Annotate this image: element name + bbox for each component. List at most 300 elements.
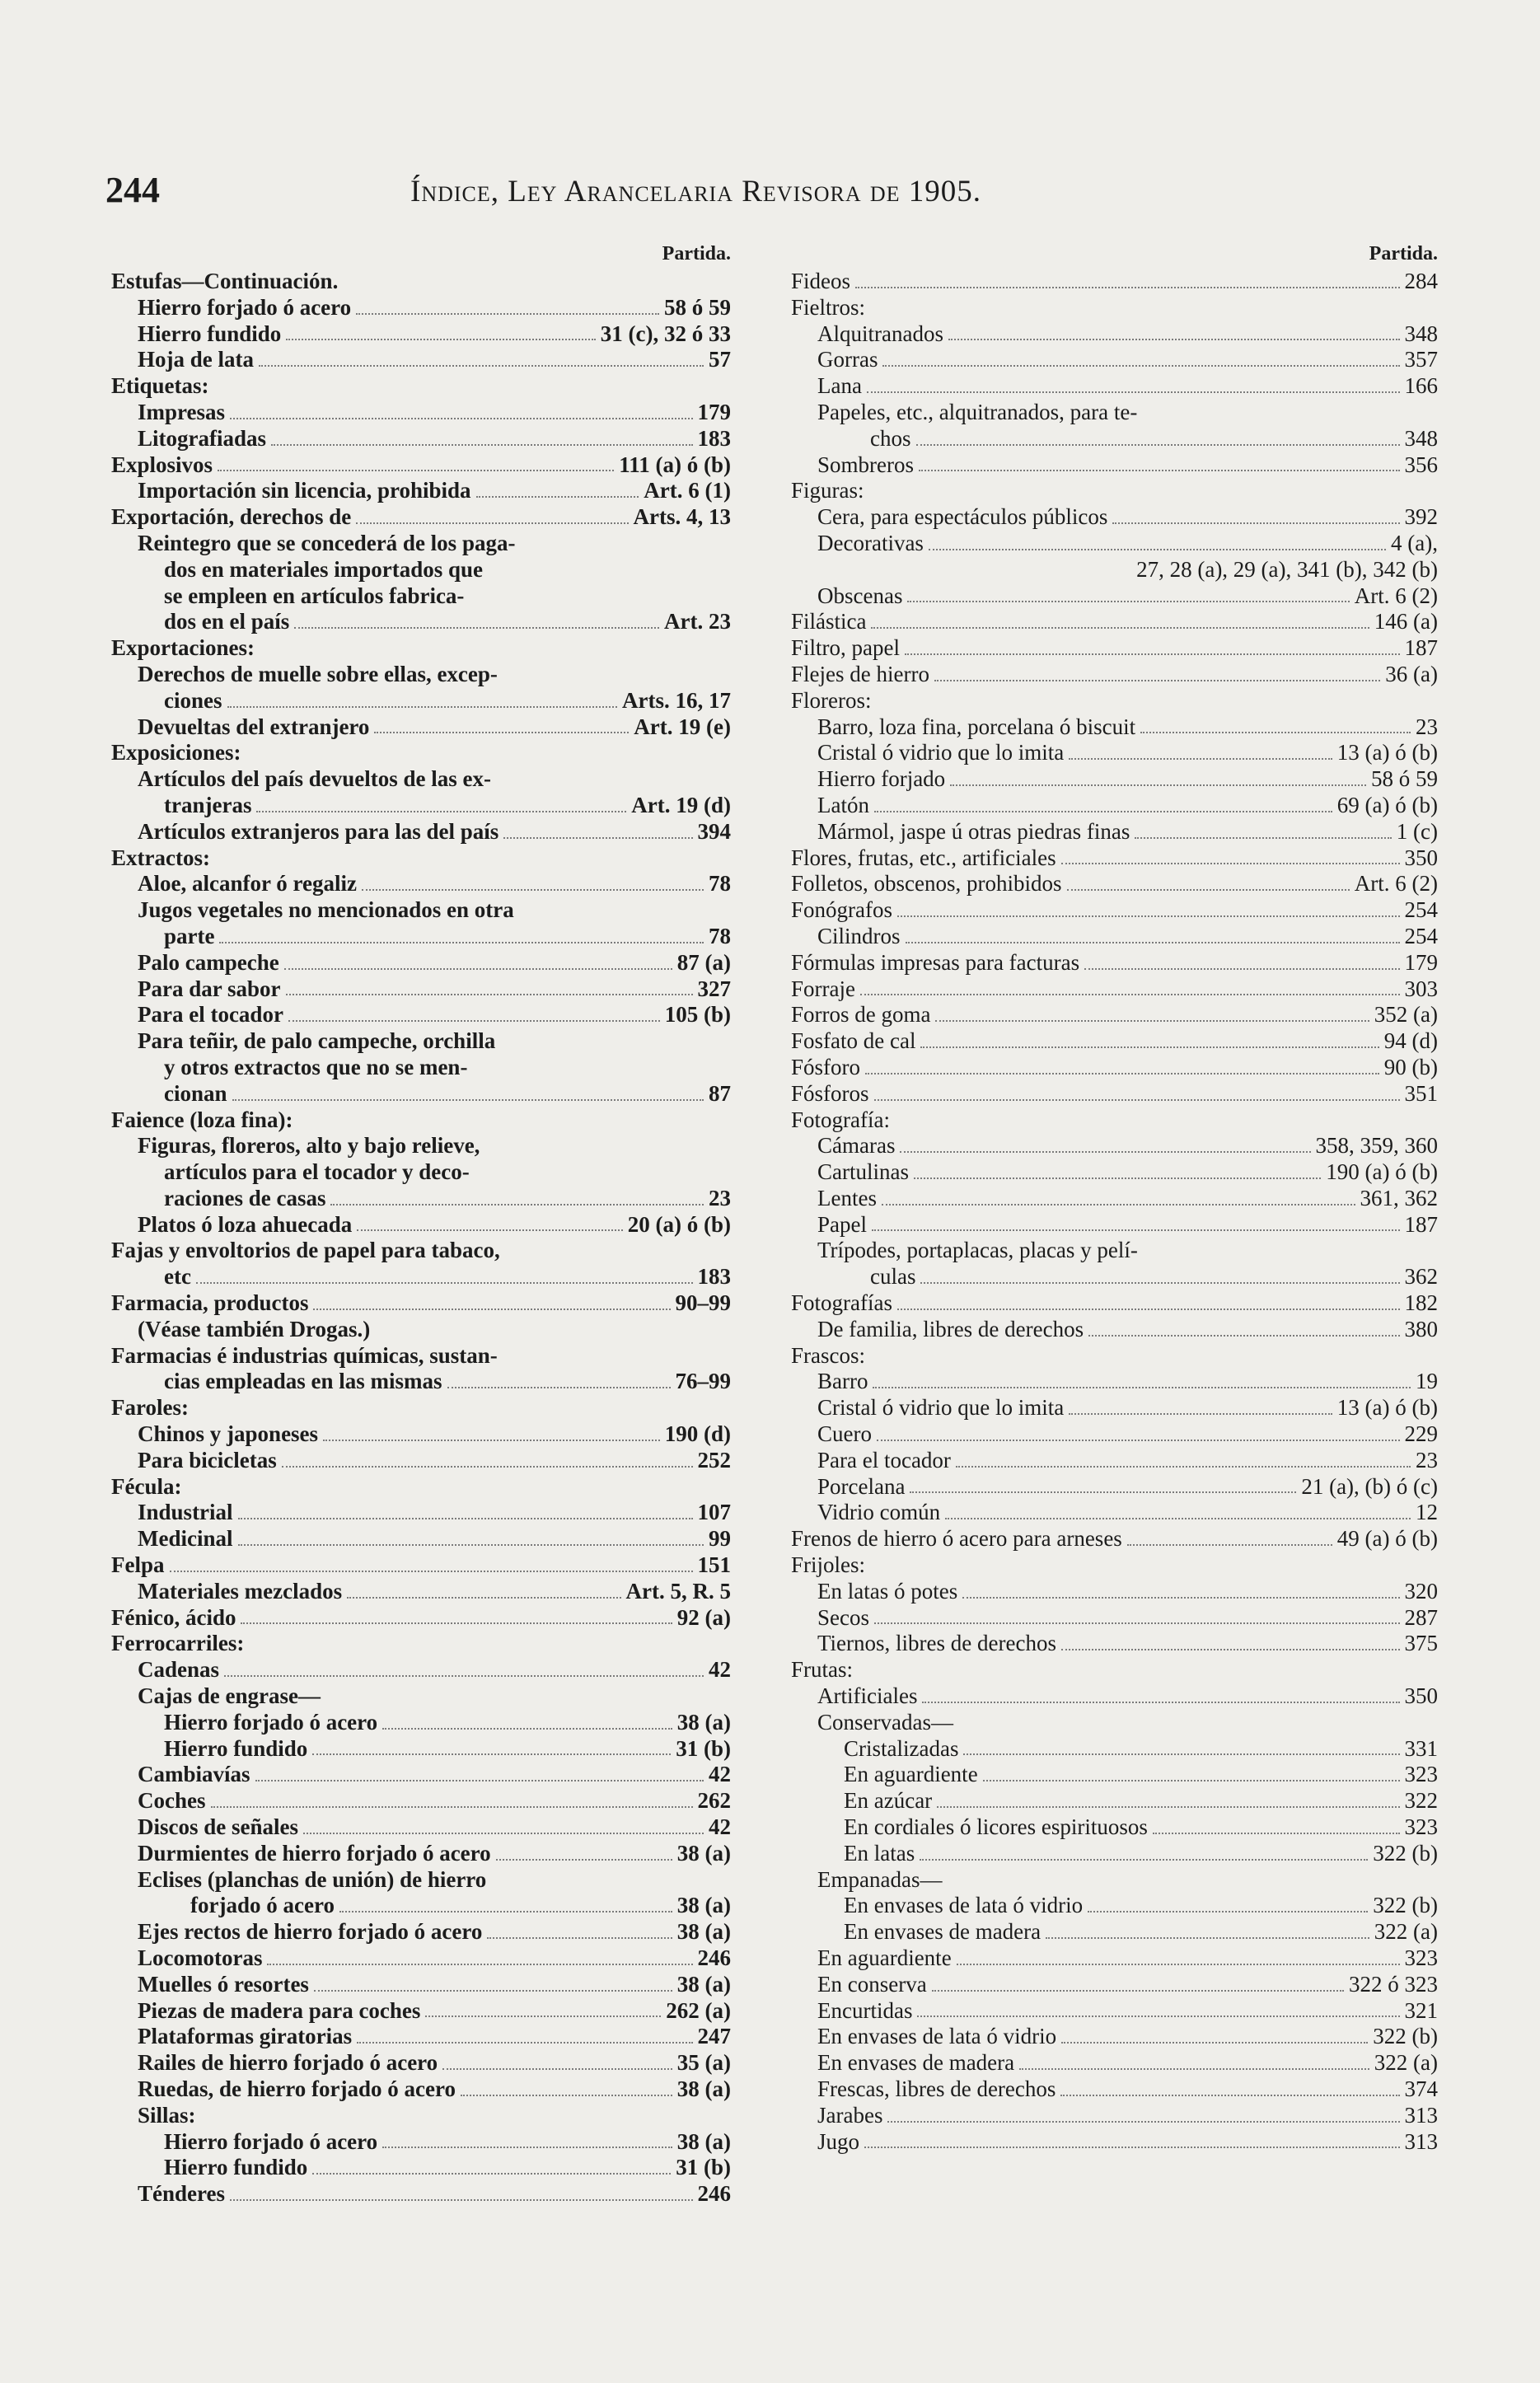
entry-label: Ejes rectos de hierro forjado ó acero (138, 1919, 483, 1945)
entry-label: Papel (817, 1211, 867, 1237)
entry-partida: Art. 19 (d) (631, 792, 731, 817)
entry-label: Platos ó loza ahuecada (138, 1211, 353, 1237)
index-entry (111, 793, 731, 819)
index-entry (791, 2103, 1438, 2129)
index-entry (791, 924, 1438, 950)
entry-label: Vidrio común (817, 1500, 941, 1525)
dot-leader (382, 2147, 672, 2148)
dot-leader (303, 1833, 704, 1834)
entry-label: Barro (817, 1369, 868, 1394)
entry-label: Fénico, ácido (111, 1604, 236, 1630)
entry-partida: Art. 6 (1) (644, 478, 731, 503)
index-entry (791, 1945, 1438, 1972)
dot-leader (230, 418, 692, 419)
index-entry (111, 347, 731, 373)
dot-leader (284, 968, 672, 970)
entry-label: Cartulinas (817, 1159, 909, 1185)
entry-label: Impresas (138, 399, 226, 424)
index-entry (111, 1421, 731, 1448)
entry-partida: 322 ó 323 (1349, 1971, 1438, 1997)
index-entry (111, 871, 731, 897)
dot-leader (865, 1073, 1379, 1074)
entry-label: Cilindros (817, 923, 901, 948)
entry-partida: 262 (a) (666, 1997, 731, 2023)
entry-partida: 38 (a) (676, 1919, 731, 1945)
entry-label: Lentes (817, 1185, 877, 1210)
entry-label: Barro, loza fina, porcelana ó biscuit (817, 714, 1136, 739)
index-entry (111, 2024, 731, 2050)
entry-label: En cordiales ó licores espirituosos (844, 1814, 1148, 1840)
entry-partida: Arts. 16, 17 (622, 687, 731, 713)
dot-leader (219, 942, 704, 943)
dot-leader (382, 1728, 672, 1730)
entry-label: raciones de casas (164, 1185, 326, 1210)
entry-partida: 322 (a) (1374, 1919, 1438, 1945)
index-heading: Exposiciones: (111, 740, 241, 765)
dot-leader (920, 1046, 1379, 1048)
dot-leader (907, 601, 1349, 602)
index-heading: Etiquetas: (111, 373, 209, 399)
index-entry (111, 1264, 731, 1290)
index-entry (791, 1526, 1438, 1552)
dot-leader (1061, 2042, 1368, 2044)
dot-leader (874, 811, 1332, 812)
dot-leader (882, 1204, 1355, 1206)
index-heading: Derechos de muelle sobre ellas, excep- (138, 661, 498, 686)
entry-partida: 31 (b) (676, 1735, 731, 1761)
index-entry (111, 976, 731, 1003)
entry-label: En aguardiente (844, 1762, 978, 1787)
entry-partida: Art. 19 (e) (634, 714, 731, 739)
index-entry (791, 1002, 1438, 1028)
entry-label: Hierro forjado ó acero (138, 294, 352, 320)
dot-leader (227, 706, 618, 708)
index-entry (791, 714, 1438, 741)
dot-leader (312, 2173, 671, 2175)
entry-partida: 351 (1404, 1080, 1438, 1106)
entry-partida: 38 (a) (676, 1893, 731, 1918)
index-entry (111, 1552, 731, 1579)
dot-leader (956, 1466, 1411, 1468)
index-entry (791, 976, 1438, 1003)
index-entry (791, 1395, 1438, 1421)
entry-partida: 183 (697, 425, 731, 451)
entry-label: Decorativas (817, 530, 924, 555)
entry-partida: 190 (d) (664, 1421, 731, 1447)
index-entry (791, 269, 1438, 295)
index-entry (791, 1421, 1438, 1448)
index-heading: artículos para el tocador y deco- (164, 1159, 470, 1185)
index-entry (111, 295, 731, 321)
entry-label: Porcelana (817, 1473, 906, 1499)
dot-leader (877, 1440, 1400, 1441)
dot-leader (312, 1753, 671, 1755)
index-entry (111, 1841, 731, 1867)
entry-partida: 187 (1404, 1211, 1438, 1237)
index-heading: Papeles, etc., alquitranados, para te- (817, 399, 1138, 424)
entry-partida: 392 (1404, 504, 1438, 530)
entry-partida: 374 (1404, 2076, 1438, 2101)
index-entry (111, 2050, 731, 2076)
index-entry (111, 1998, 731, 2025)
index-entry (791, 504, 1438, 531)
entry-partida: 4 (a), (1391, 530, 1438, 555)
index-entry (111, 1500, 731, 1526)
dot-leader (917, 2015, 1399, 2017)
dot-leader (313, 1309, 670, 1310)
entry-label: En azúcar (844, 1788, 933, 1814)
index-heading: Extractos: (111, 845, 210, 870)
entry-label: En envases de madera (844, 1919, 1041, 1945)
index-heading: Sillas: (138, 2102, 196, 2128)
entry-label: Muelles ó resortes (138, 1971, 309, 1997)
entry-label: ciones (164, 687, 222, 713)
page-header (105, 169, 1440, 227)
index-entry (791, 1631, 1438, 1657)
dot-leader (1061, 863, 1400, 864)
index-entry (791, 1212, 1438, 1238)
index-entry (791, 1317, 1438, 1343)
entry-label: Frenos de hierro ó acero para arneses (791, 1526, 1122, 1552)
dot-leader (864, 2147, 1399, 2148)
entry-label: Flores, frutas, etc., artificiales (791, 845, 1056, 870)
dot-leader (962, 1597, 1399, 1599)
entry-partida: 323 (1404, 1945, 1438, 1970)
index-heading: dos en materiales importados que (164, 556, 483, 582)
entry-partida: 36 (a) (1385, 661, 1438, 686)
dot-leader (1140, 732, 1411, 733)
entry-partida: 1 (c) (1396, 818, 1438, 844)
dot-leader (1069, 1413, 1332, 1415)
entry-label: Fósforo (791, 1054, 861, 1079)
entry-partida: 322 (a) (1374, 2050, 1438, 2076)
index-heading: Reintegro que se concederá de los paga- (138, 530, 516, 555)
index-entry (791, 2129, 1438, 2156)
entry-label: Fideos (791, 269, 851, 293)
dot-leader (920, 1859, 1368, 1861)
index-heading: Figuras: (791, 478, 864, 503)
dot-leader (259, 365, 704, 367)
dot-leader (271, 444, 692, 446)
entry-partida: 254 (1404, 897, 1438, 923)
index-heading: (Véase también Drogas.) (138, 1316, 371, 1341)
dot-leader (910, 1491, 1296, 1493)
dot-leader (950, 784, 1366, 786)
dot-leader (873, 1387, 1411, 1388)
index-heading: Eclises (planchas de unión) de hierro (138, 1866, 487, 1892)
entry-label: Cristal ó vidrio que lo imita (817, 1395, 1065, 1421)
index-entry (791, 897, 1438, 924)
dot-leader (314, 1990, 672, 1992)
entry-label: Para el tocador (138, 1002, 283, 1028)
entry-partida: 394 (697, 818, 731, 844)
dot-leader (255, 1780, 704, 1781)
index-heading: Para teñir, de palo campeche, orchilla (138, 1028, 496, 1054)
partida-label: Partida. (1369, 243, 1438, 265)
dot-leader (323, 1440, 660, 1441)
entry-partida: 23 (1416, 1447, 1438, 1472)
index-entry (111, 1081, 731, 1107)
dot-leader (282, 1466, 693, 1468)
entry-partida: 23 (709, 1185, 731, 1210)
entry-partida: 350 (1404, 1683, 1438, 1709)
entry-label: Cera, para espectáculos públicos (817, 504, 1108, 530)
index-entry (791, 1736, 1438, 1763)
index-heading: Frascos: (791, 1342, 865, 1368)
entry-partida: 322 (1404, 1788, 1438, 1814)
dot-leader (238, 1544, 704, 1546)
dot-leader (872, 1229, 1400, 1231)
entry-label: Gorras (817, 347, 878, 372)
index-heading: Frijoles: (791, 1552, 866, 1578)
index-entry (791, 1133, 1438, 1159)
index-heading: Frutas: (791, 1657, 854, 1683)
page-number: 244 (105, 170, 160, 210)
entry-label: Importación sin licencia, prohibida (138, 478, 471, 503)
dot-leader (339, 1911, 672, 1912)
index-entry (111, 1945, 731, 1972)
index-entry (111, 1212, 731, 1238)
partida-label: Partida. (662, 243, 731, 265)
entry-partida: 327 (697, 976, 731, 1001)
index-heading: Farmacias é industrias químicas, sustan- (111, 1342, 498, 1368)
index-entry (111, 478, 731, 504)
dot-leader (232, 1099, 704, 1101)
entry-label: cionan (164, 1080, 227, 1106)
entry-label: Fotografías (791, 1290, 892, 1316)
index-entry (111, 1736, 731, 1763)
dot-leader (937, 1806, 1399, 1808)
entry-partida: 31 (c), 32 ó 33 (600, 321, 731, 346)
entry-label: Para bicicletas (138, 1447, 277, 1472)
index-heading: Faience (loza fina): (111, 1107, 293, 1132)
index-entry (111, 1788, 731, 1814)
dot-leader (374, 732, 629, 733)
index-entry (791, 1788, 1438, 1814)
index-entry (111, 1657, 731, 1683)
entry-label: Obscenas (817, 583, 903, 608)
index-heading: Fotografía: (791, 1107, 890, 1132)
entry-partida: 182 (1404, 1290, 1438, 1316)
entry-partida: 12 (1416, 1500, 1438, 1525)
dot-leader (230, 2199, 693, 2201)
dot-leader (935, 1020, 1369, 1022)
entry-label: Hierro fundido (138, 321, 282, 346)
entry-label: En latas (844, 1840, 915, 1866)
index-heading: Exportaciones: (111, 635, 255, 661)
index-entry (791, 1762, 1438, 1788)
index-entry (111, 714, 731, 741)
entry-label: Ténderes (138, 2181, 225, 2207)
entry-label: Medicinal (138, 1526, 233, 1552)
dot-leader (447, 1387, 671, 1388)
entry-partida: 166 (1404, 373, 1438, 399)
entry-label: Felpa (111, 1552, 165, 1578)
entry-list (111, 269, 731, 2207)
index-entry (791, 1369, 1438, 1395)
entry-partida: 57 (709, 347, 731, 372)
entry-label: etc (164, 1264, 191, 1290)
index-entry (111, 452, 731, 479)
entry-label: Hierro forjado ó acero (164, 2128, 378, 2154)
entry-label: Plataformas giratorias (138, 2024, 353, 2049)
entry-label: Discos de señales (138, 1814, 298, 1840)
entry-label: Devueltas del extranjero (138, 714, 370, 739)
dot-leader (914, 1177, 1321, 1179)
entry-label: Hoja de lata (138, 347, 254, 372)
entry-label: Hierro forjado (817, 766, 946, 792)
dot-leader (1069, 758, 1332, 760)
dot-leader (934, 680, 1380, 681)
entry-partida: 179 (1404, 949, 1438, 975)
entry-label: Tiernos, libres de derechos (817, 1631, 1056, 1656)
entry-label: Frescas, libres de derechos (817, 2076, 1056, 2101)
entry-partida: 190 (a) ó (b) (1326, 1159, 1438, 1185)
index-heading: Jugos vegetales no mencionados en otra (138, 897, 514, 923)
entry-partida: 357 (1404, 347, 1438, 372)
dot-leader (874, 1099, 1400, 1101)
entry-label: Explosivos (111, 452, 213, 477)
dot-leader (362, 889, 704, 891)
dot-leader (929, 549, 1386, 550)
entry-partida: 362 (1404, 1264, 1438, 1290)
index-entry (111, 1186, 731, 1212)
running-title: Índice, Ley Arancelaria Revisora de 1905. (410, 175, 982, 208)
index-entry (111, 1814, 731, 1841)
entry-partida: 87 (a) (676, 949, 731, 975)
entry-partida: 284 (1404, 269, 1438, 293)
index-heading: Artículos del país devueltos de las ex- (138, 766, 491, 792)
index-heading: Estufas—Continuación. (111, 269, 339, 293)
entry-label: Litografiadas (138, 425, 267, 451)
entry-partida: 358, 359, 360 (1315, 1133, 1438, 1159)
dot-leader (503, 837, 692, 839)
entry-partida: 42 (709, 1657, 731, 1683)
entry-partida: 107 (697, 1500, 731, 1525)
index-heading: Trípodes, portaplacas, placas y pelí- (817, 1238, 1138, 1263)
index-heading: Ferrocarriles: (111, 1631, 245, 1656)
dot-leader (1153, 1833, 1400, 1834)
index-entry (791, 871, 1438, 897)
index-entry (111, 950, 731, 976)
dot-leader (906, 942, 1400, 943)
entry-label: cias empleadas en las mismas (164, 1369, 442, 1394)
dot-leader (294, 627, 659, 629)
entry-label: Cuero (817, 1421, 872, 1447)
dot-leader (897, 915, 1400, 917)
entry-label: Exportación, derechos de (111, 504, 352, 530)
entry-partida: Art. 5, R. 5 (625, 1578, 731, 1603)
dot-leader (1060, 2095, 1399, 2096)
entry-label: Cámaras (817, 1133, 896, 1159)
entry-partida: 303 (1404, 976, 1438, 1001)
entry-partida: 111 (a) ó (b) (619, 452, 731, 477)
entry-label: Para el tocador (817, 1447, 951, 1472)
entry-label: Artificiales (817, 1683, 918, 1709)
entry-partida: 78 (709, 871, 731, 897)
entry-label: dos en el país (164, 609, 290, 634)
dot-leader (347, 1597, 620, 1599)
entry-partida: 78 (709, 923, 731, 948)
entry-label: Forraje (791, 976, 855, 1001)
index-entry (791, 1290, 1438, 1317)
index-heading: Conservadas— (817, 1709, 953, 1735)
dot-leader (887, 2121, 1399, 2123)
index-heading: Fécula: (111, 1473, 182, 1499)
index-entry (111, 1605, 731, 1632)
index-entry (791, 1500, 1438, 1526)
entry-label: parte (164, 923, 215, 948)
entry-partida: 38 (a) (676, 1840, 731, 1866)
entry-partida: 361, 362 (1360, 1185, 1438, 1210)
dot-leader (916, 444, 1400, 446)
index-entry (111, 2181, 731, 2207)
dot-leader (267, 1964, 692, 1965)
entry-label: Filástica (791, 609, 867, 634)
entry-partida: 58 ó 59 (1371, 766, 1438, 792)
entry-partida: 20 (a) ó (b) (627, 1211, 731, 1237)
index-entry (791, 1893, 1438, 1919)
entry-partida: 322 (b) (1373, 1893, 1438, 1918)
entry-partida: 69 (a) ó (b) (1336, 792, 1438, 817)
entry-label: Farmacia, productos (111, 1290, 309, 1316)
entry-label: Cristal ó vidrio que lo imita (817, 740, 1065, 765)
entry-label: Forros de goma (791, 1002, 931, 1028)
index-entry (791, 1683, 1438, 1710)
entry-partida: 322 (b) (1373, 2024, 1438, 2049)
entry-label: Cadenas (138, 1657, 220, 1683)
entry-partida: 21 (a), (b) ó (c) (1301, 1473, 1438, 1499)
index-entry (111, 1893, 731, 1919)
index-entry (791, 845, 1438, 872)
entry-label: Para dar sabor (138, 976, 281, 1001)
entry-partida: 323 (1404, 1762, 1438, 1787)
index-entry (791, 1081, 1438, 1107)
entry-partida: 313 (1404, 2128, 1438, 2154)
index-entry (791, 2076, 1438, 2103)
dot-leader (461, 2095, 672, 2096)
entry-label: chos (870, 425, 911, 451)
entry-partida: 320 (1404, 1578, 1438, 1603)
entry-label: Jugo (817, 2128, 860, 2154)
index-entry (111, 1579, 731, 1605)
index-entry (791, 321, 1438, 348)
entry-partida: 151 (697, 1552, 731, 1578)
dot-leader (330, 1204, 704, 1206)
dot-leader (1112, 522, 1399, 524)
entry-label: Artículos extranjeros para las del país (138, 818, 499, 844)
dot-leader (170, 1571, 693, 1572)
entry-label: Fonógrafos (791, 897, 892, 923)
entry-partida: 350 (1404, 845, 1438, 870)
entry-label: Jarabes (817, 2102, 883, 2128)
entry-partida: 94 (d) (1383, 1028, 1438, 1054)
dot-leader (356, 522, 628, 524)
index-entry (791, 1159, 1438, 1186)
entry-label: Filtro, papel (791, 635, 900, 661)
entry-partida: 35 (a) (676, 2050, 731, 2076)
entry-label: En conserva (817, 1971, 927, 1997)
index-entry (111, 2129, 731, 2156)
index-entry (791, 2050, 1438, 2076)
index-entry (111, 1710, 731, 1736)
entry-partida: 254 (1404, 923, 1438, 948)
index-entry (111, 2076, 731, 2103)
entry-label: Lana (817, 373, 862, 399)
entry-label: forjado ó acero (190, 1893, 335, 1918)
entry-partida: 380 (1404, 1316, 1438, 1341)
entry-partida: 42 (709, 1814, 731, 1840)
